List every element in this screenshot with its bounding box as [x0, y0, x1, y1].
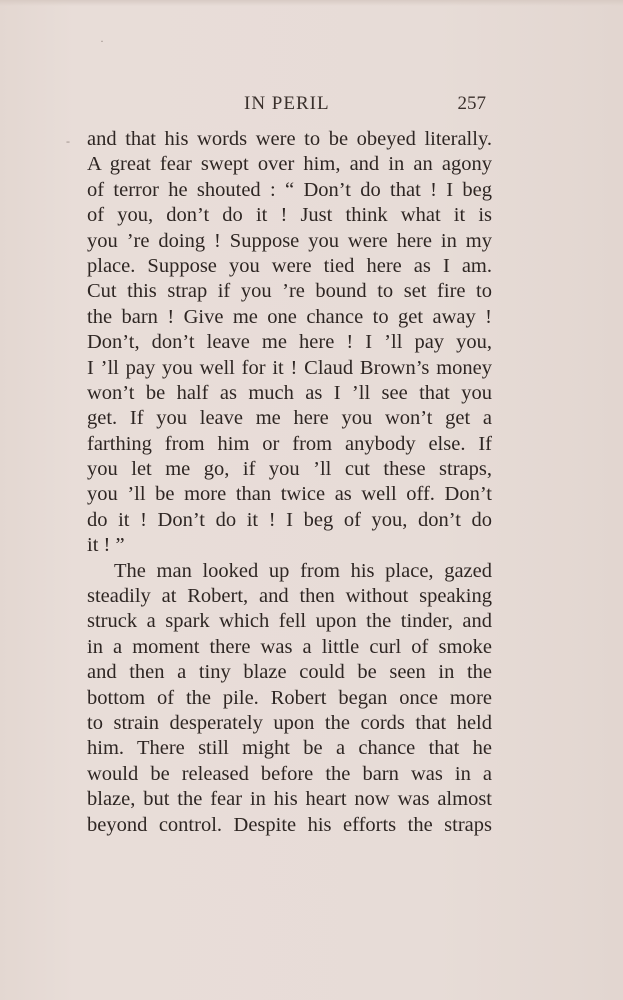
text-line: him. There still might be a chance that he: [87, 737, 492, 760]
text-line: to strain desperately upon the cords that held: [87, 711, 492, 734]
text-line: you let me go, if you ’ll cut these straps,: [87, 458, 492, 481]
page-top-edge: [0, 0, 623, 6]
text-line: it ! ”: [87, 534, 125, 557]
paper-speck: ·: [100, 34, 104, 48]
running-head: [90, 93, 492, 117]
text-line: Cut this strap if you ’re bound to set fire to: [87, 280, 492, 303]
text-line: of terror he shouted : “ Don’t do that ! I beg: [87, 178, 492, 201]
text-line: A great fear swept over him, and in an agony: [87, 153, 492, 176]
text-line: do it ! Don’t do it ! I beg of you, don’t do: [87, 508, 492, 531]
text-line: in a moment there was a little curl of smoke: [87, 635, 492, 658]
text-line: you ’re doing ! Suppose you were here in my: [87, 229, 492, 252]
body-text: [87, 127, 492, 838]
text-line: farthing from him or from anybody else. If: [87, 432, 492, 455]
text-line: Don’t, don’t leave me here ! I ’ll pay you,: [87, 331, 492, 354]
text-line: get. If you leave me here you won’t get a: [87, 407, 492, 430]
running-head-title: IN PERIL: [244, 93, 330, 114]
text-line: and then a tiny blaze could be seen in the: [87, 661, 492, 684]
text-line: the barn ! Give me one chance to get away !: [87, 305, 492, 328]
text-line: struck a spark which fell upon the tinder, and: [87, 610, 492, 633]
text-line: you ’ll be more than twice as well off. Don’t: [87, 483, 492, 506]
text-line: steadily at Robert, and then without speaking: [87, 585, 492, 608]
text-line: beyond control. Despite his efforts the straps: [87, 813, 492, 836]
page-number: 257: [457, 93, 486, 114]
text-line: of you, don’t do it ! Just think what it is: [87, 204, 492, 227]
text-line: and that his words were to be obeyed literally.: [87, 128, 492, 150]
paper-speck: -: [66, 134, 70, 148]
text-line: won’t be half as much as I ’ll see that you: [87, 381, 492, 404]
text-line: I ’ll pay you well for it ! Claud Brown’s money: [87, 356, 492, 379]
text-line: would be released before the barn was in a: [87, 762, 492, 785]
paragraph-first-line: The man looked up from his place, gazed: [114, 559, 492, 582]
text-line: place. Suppose you were tied here as I am.: [87, 254, 492, 277]
text-line: bottom of the pile. Robert began once more: [87, 686, 492, 709]
text-line: blaze, but the fear in his heart now was almost: [87, 788, 492, 811]
